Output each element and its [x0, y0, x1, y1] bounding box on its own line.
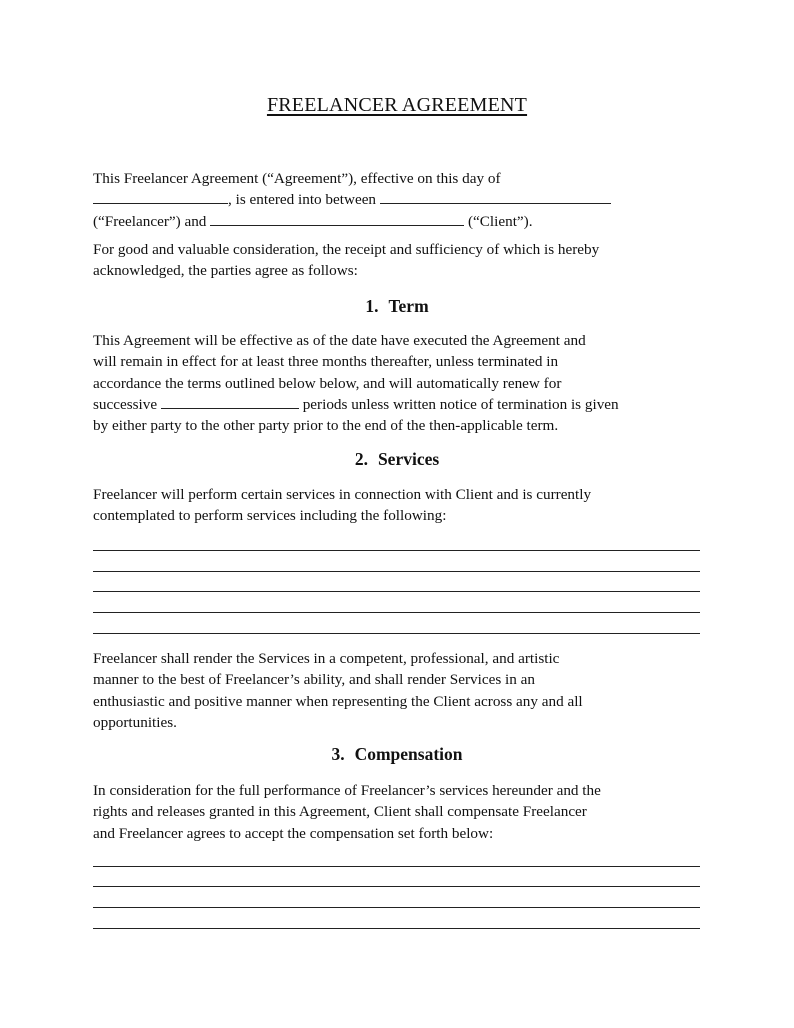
intro-line-1: This Freelancer Agreement (“Agreement”), effective on this day of [93, 170, 501, 187]
compensation-blank-line[interactable] [93, 886, 700, 887]
section-number: 1. [365, 296, 379, 316]
term-line-5: by either party to the other party prior to the end of the then-applicable term. [93, 417, 559, 435]
intro-line-2-text: , is entered into between [228, 191, 377, 209]
services-standard-paragraph [93, 648, 703, 733]
term-line-4-text-a: successive [93, 395, 158, 413]
section-heading-compensation [0, 744, 794, 765]
consideration-line-2: acknowledged, the parties agree as follows: [93, 262, 358, 280]
section-number: 2. [354, 449, 368, 469]
services-standard-line-1: Freelancer shall render the Services in a competent, professional, and artistic [93, 650, 560, 667]
term-paragraph [93, 330, 703, 436]
section-title: Term [388, 296, 429, 316]
term-line-4 [93, 394, 703, 415]
services-blank-line[interactable] [93, 550, 700, 551]
compensation-line-3: and Freelancer agrees to accept the compensation set forth below: [93, 824, 494, 842]
term-line-3: accordance the terms outlined below below, and will automatically renew for [93, 374, 562, 392]
effective-date-blank[interactable] [93, 189, 228, 204]
consideration-paragraph [93, 239, 703, 282]
compensation-paragraph [93, 780, 703, 844]
section-heading-services [0, 449, 794, 470]
services-line-2: contemplated to perform services including the following: [93, 507, 447, 525]
term-line-1: This Agreement will be effective as of the date have executed the Agreement and [93, 332, 586, 349]
compensation-blank-line[interactable] [93, 866, 700, 867]
document-title: FREELANCER AGREEMENT [266, 94, 528, 116]
compensation-line-2: rights and releases granted in this Agreement, Client shall compensate Freelancer [93, 803, 587, 821]
client-name-blank[interactable] [210, 211, 464, 226]
freelancer-name-blank[interactable] [380, 189, 611, 204]
section-number: 3. [331, 744, 345, 764]
intro-line-3 [93, 211, 703, 232]
services-paragraph [93, 484, 703, 527]
compensation-line-1: In consideration for the full performance of Freelancer’s services hereunder and the [93, 782, 601, 799]
compensation-blank-line[interactable] [93, 928, 700, 929]
compensation-blank-line[interactable] [93, 907, 700, 908]
intro-line-2 [93, 189, 703, 210]
services-blank-line[interactable] [93, 612, 700, 613]
renewal-period-blank[interactable] [161, 394, 299, 409]
consideration-line-1: For good and valuable consideration, the receipt and sufficiency of which is hereby [93, 241, 600, 258]
intro-line-3-text-a: (“Freelancer”) and [93, 212, 207, 230]
section-heading-term [0, 296, 794, 317]
services-standard-line-4: opportunities. [93, 713, 177, 731]
services-blank-line[interactable] [93, 591, 700, 592]
services-line-1: Freelancer will perform certain services in connection with Client and is currently [93, 486, 592, 503]
intro-line-3-text-b: (“Client”). [468, 212, 533, 230]
services-standard-line-3: enthusiastic and positive manner when representing the Client across any and all [93, 692, 583, 710]
term-line-4-text-b: periods unless written notice of termination is given [302, 395, 619, 413]
term-line-2: will remain in effect for at least three months thereafter, unless terminated in [93, 353, 559, 371]
section-title: Services [377, 449, 440, 469]
services-blank-line[interactable] [93, 633, 700, 634]
services-blank-line[interactable] [93, 571, 700, 572]
services-standard-line-2: manner to the best of Freelancer’s ability, and shall render Services in an [93, 671, 535, 689]
intro-paragraph [93, 168, 703, 232]
section-title: Compensation [354, 744, 463, 764]
